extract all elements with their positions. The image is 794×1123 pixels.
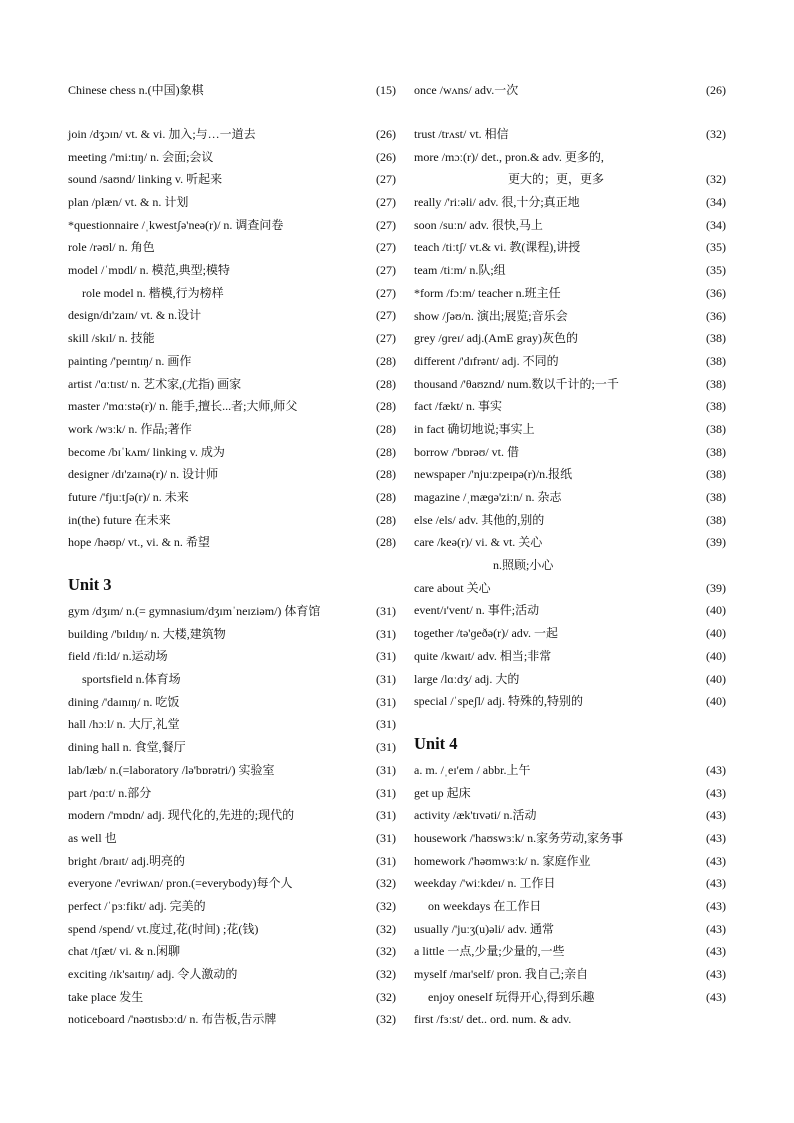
vocab-entry	[68, 304, 396, 327]
vocab-entry	[414, 531, 726, 576]
vocab-entry	[68, 214, 396, 237]
vocab-entry	[414, 350, 726, 373]
vocab-entry	[68, 850, 396, 873]
vocab-entry	[414, 441, 726, 464]
page-number: (26)	[376, 149, 396, 164]
section-gap	[414, 102, 726, 123]
vocab-entry	[414, 486, 726, 509]
page-number: (31)	[376, 626, 396, 641]
page-number: (34)	[706, 195, 726, 210]
vocab-entry	[68, 940, 396, 963]
page-number: (36)	[706, 285, 726, 300]
entry-text: fact /fækt/ n. 事实	[414, 399, 502, 414]
vocab-entry	[68, 509, 396, 532]
page-number: (32)	[376, 921, 396, 936]
entry-text: spend /spend/ vt.度过,花(时间) ;花(钱)	[68, 921, 259, 936]
page-number: (31)	[376, 853, 396, 868]
vocab-entry	[414, 872, 726, 895]
page-number: (31)	[376, 808, 396, 823]
vocab-entry	[414, 918, 726, 941]
entry-text: plan /plæn/ vt. & n. 计划	[68, 195, 189, 210]
entry-text: dining hall n. 食堂,餐厅	[68, 740, 186, 755]
entry-text: role model n. 楷模,行为榜样	[82, 285, 224, 300]
page-number: (32)	[376, 876, 396, 891]
entry-text: first /fɜːst/ det.. ord. num. & adv.	[414, 1012, 572, 1027]
entry-lines	[414, 146, 604, 191]
vocab-sub-entry	[414, 895, 726, 918]
entry-text: magazine /ˌmæɡə'ziːn/ n. 杂志	[414, 490, 562, 504]
entry-text: *questionnaire /ˌkwestʃə'neə(r)/ n. 调查问卷	[68, 217, 284, 232]
page-number: (43)	[706, 967, 726, 982]
entry-text: large /lɑːdʒ/ adj. 大的	[414, 671, 520, 686]
page-number: (27)	[376, 217, 396, 232]
entry-text: together /tə'ɡeðə(r)/ adv. 一起	[414, 626, 558, 641]
right-column	[414, 79, 726, 1031]
vocab-entry	[414, 418, 726, 441]
vocab-entry	[68, 463, 396, 486]
entry-text: soon /suːn/ adv. 很快,马上	[414, 217, 543, 232]
page-number: (38)	[706, 512, 726, 527]
vocab-entry	[414, 373, 726, 396]
page-number: (28)	[376, 535, 396, 550]
entry-text-continued: 更大的；更，更多	[508, 172, 605, 187]
unit-heading: Unit 3	[68, 575, 112, 595]
entry-text: a. m. /ˌeɪ'em / abbr.上午	[414, 762, 531, 777]
entry-text: trust /trʌst/ vt. 相信	[414, 126, 509, 141]
vocab-entry	[414, 146, 726, 191]
page-number: (40)	[706, 603, 726, 618]
page-number: (35)	[706, 240, 726, 255]
page-number: (38)	[706, 353, 726, 368]
entry-text: weekday /'wiːkdeɪ/ n. 工作日	[414, 876, 556, 891]
page-number: (38)	[706, 331, 726, 346]
entry-text: once /wʌns/ adv.一次	[414, 83, 519, 97]
page-number: (28)	[376, 512, 396, 527]
page-number: (34)	[706, 217, 726, 232]
vocab-entry	[414, 236, 726, 259]
vocab-entry	[68, 645, 396, 668]
vocab-entry	[68, 146, 396, 169]
page-number: (28)	[376, 421, 396, 436]
vocab-entry	[414, 191, 726, 214]
page-number: (40)	[706, 694, 726, 709]
vocab-entry	[68, 1008, 396, 1031]
entry-text: activity /æk'tɪvəti/ n.活动	[414, 808, 537, 823]
vocab-entry	[414, 79, 726, 102]
vocab-entry	[68, 327, 396, 350]
page-number: (40)	[706, 648, 726, 663]
page-number: (27)	[376, 172, 396, 187]
page-number: (26)	[706, 83, 726, 97]
entry-text: really /'riːəli/ adv. 很,十分;真正地	[414, 195, 580, 210]
entry-text: master /'mɑːstə(r)/ n. 能手,擅长...者;大师,师父	[68, 399, 298, 414]
entry-text: in(the) future 在未来	[68, 512, 171, 527]
entry-text: event/ɪ'vent/ n. 事件;活动	[414, 603, 540, 618]
vocab-entry	[414, 1008, 726, 1031]
page-number: (40)	[706, 671, 726, 686]
page-number: (31)	[376, 762, 396, 777]
vocab-entry	[68, 691, 396, 714]
page-number: (28)	[376, 444, 396, 459]
page-number: (28)	[376, 489, 396, 504]
entry-text: homework /'həʊmwɜːk/ n. 家庭作业	[414, 853, 591, 868]
entry-text-continued: n.照顾;小心	[493, 558, 554, 573]
right-word-list	[414, 123, 726, 713]
page-number: (28)	[376, 376, 396, 391]
page-number: (43)	[706, 899, 726, 914]
vocab-entry	[68, 804, 396, 827]
entry-text: usually /'juːʒ(u)əli/ adv. 通常	[414, 921, 555, 936]
vocab-entry	[414, 940, 726, 963]
page-number: (27)	[376, 195, 396, 210]
page-number: (26)	[376, 126, 396, 141]
vocab-entry	[68, 986, 396, 1009]
entry-text: perfect /ˈpɜːfikt/ adj. 完美的	[68, 898, 206, 913]
page-number: (32)	[376, 989, 396, 1004]
entry-text: Chinese chess n.(中国)象棋	[68, 83, 204, 97]
vocab-entry	[68, 123, 396, 146]
entry-text: else /els/ adv. 其他的,别的	[414, 512, 545, 527]
vocab-entry	[414, 509, 726, 532]
page-number: (32)	[376, 1012, 396, 1027]
vocab-entry	[68, 441, 396, 464]
page-number: (31)	[376, 830, 396, 845]
vocab-entry	[414, 645, 726, 668]
page-number: (31)	[376, 694, 396, 709]
entry-text: grey /ɡreɪ/ adj.(AmE gray)灰色的	[414, 331, 578, 346]
vocab-entry	[414, 123, 726, 146]
vocab-entry	[414, 259, 726, 282]
page-number: (43)	[706, 785, 726, 800]
left-intro-list	[68, 79, 396, 102]
entry-text: future /'fjuːtʃə(r)/ n. 未来	[68, 489, 189, 504]
page-number: (43)	[706, 762, 726, 777]
unit-3-word-list	[68, 600, 396, 1031]
page-number: (32)	[376, 898, 396, 913]
entry-text: team /tiːm/ n.队;组	[414, 263, 506, 278]
vocab-entry	[68, 827, 396, 850]
vocab-entry	[414, 827, 726, 850]
vocab-entry	[68, 486, 396, 509]
vocab-entry	[414, 804, 726, 827]
entry-text: housework /'haʊswɜːk/ n.家务劳动,家务事	[414, 830, 624, 845]
page-number: (38)	[706, 376, 726, 391]
entry-text: dining /'daɪnɪŋ/ n. 吃饭	[68, 694, 180, 709]
left-word-list	[68, 123, 396, 554]
page-number: (31)	[376, 717, 396, 732]
vocab-entry	[68, 259, 396, 282]
vocab-entry	[68, 963, 396, 986]
vocab-entry	[414, 599, 726, 622]
vocab-sub-entry	[68, 282, 396, 305]
right-intro-list	[414, 79, 726, 102]
page-number: (27)	[376, 308, 396, 323]
entry-text: chat /tʃæt/ vi. & n.闲聊	[68, 944, 180, 959]
entry-text: thousand /'θaʊznd/ num.数以千计的;一千	[414, 376, 619, 391]
entry-text: show /ʃəʊ/n. 演出;展览;音乐会	[414, 308, 568, 323]
vocab-entry	[414, 282, 726, 305]
entry-lines	[414, 531, 553, 576]
entry-text: as well 也	[68, 830, 117, 845]
page-number: (28)	[376, 353, 396, 368]
page-number: (31)	[376, 785, 396, 800]
page-number: (27)	[376, 285, 396, 300]
entry-text: *form /fɔːm/ teacher n.班主任	[414, 285, 561, 300]
entry-text: get up 起床	[414, 785, 471, 800]
page-number: (39)	[706, 535, 726, 550]
page-number: (28)	[376, 399, 396, 414]
page-number: (40)	[706, 626, 726, 641]
vocab-entry	[68, 395, 396, 418]
page-number: (31)	[376, 740, 396, 755]
vocab-entry	[68, 623, 396, 646]
page-number: (43)	[706, 989, 726, 1004]
vocab-entry	[68, 736, 396, 759]
page-number: (36)	[706, 308, 726, 323]
vocab-entry	[68, 236, 396, 259]
page-number: (32)	[706, 172, 726, 187]
entry-text: hope /həʊp/ vt., vi. & n. 希望	[68, 535, 210, 550]
vocab-entry	[414, 963, 726, 986]
page-number: (35)	[706, 263, 726, 278]
entry-text: myself /maɪ'self/ pron. 我自己;亲自	[414, 967, 589, 982]
entry-text: exciting /ɪk'saɪtɪŋ/ adj. 令人激动的	[68, 967, 238, 982]
page-number: (38)	[706, 421, 726, 436]
entry-text: noticeboard /'nəʊtɪsbɔːd/ n. 布告板,告示牌	[68, 1012, 277, 1027]
vocab-entry	[68, 531, 396, 554]
page-number: (43)	[706, 876, 726, 891]
entry-text: more /mɔː(r)/ det., pron.& adv. 更多的,	[414, 149, 604, 164]
page-number: (43)	[706, 808, 726, 823]
page-number: (43)	[706, 853, 726, 868]
vocab-entry	[414, 305, 726, 328]
section-gap	[68, 102, 396, 123]
page-number: (27)	[376, 331, 396, 346]
entry-text: different /'dɪfrənt/ adj. 不同的	[414, 353, 559, 368]
page-number: (27)	[376, 240, 396, 255]
entry-text: design/dɪ'zaɪn/ vt. & n.设计	[68, 308, 202, 323]
entry-text: model /ˈmɒdl/ n. 模范,典型;模特	[68, 263, 230, 278]
entry-text: borrow /'bɒrəʊ/ vt. 借	[414, 444, 520, 459]
page-number: (15)	[376, 83, 396, 97]
vocab-entry	[68, 350, 396, 373]
entry-text: join /dʒɔɪn/ vt. & vi. 加入;与…一道去	[68, 126, 256, 141]
page-number: (27)	[376, 263, 396, 278]
vocab-entry	[414, 759, 726, 782]
vocab-sub-entry	[68, 668, 396, 691]
vocab-entry	[68, 418, 396, 441]
entry-text: work /wɜːk/ n. 作品;著作	[68, 421, 192, 436]
page-number: (38)	[706, 467, 726, 482]
vocab-entry	[414, 395, 726, 418]
entry-text: sound /saʊnd/ linking v. 听起来	[68, 172, 223, 187]
vocab-entry	[68, 872, 396, 895]
vocab-entry	[68, 895, 396, 918]
entry-text: sportsfield n.体育场	[82, 672, 181, 687]
vocab-entry	[414, 214, 726, 237]
entry-text: meeting /'mi:tɪŋ/ n. 会面;会议	[68, 149, 214, 164]
entry-text: lab/læb/ n.(=laboratory /lə'bɒrətri/) 实验室	[68, 762, 275, 777]
vocab-entry	[68, 191, 396, 214]
entry-text: on weekdays 在工作日	[428, 899, 542, 914]
entry-text: modern /'mɒdn/ adj. 现代化的,先进的;现代的	[68, 808, 295, 823]
entry-text: care /keə(r)/ vi. & vt. 关心	[414, 535, 543, 550]
entry-text: a little 一点,少量;少量的,一些	[414, 944, 565, 959]
entry-text: newspaper /'njuːzpeɪpə(r)/n.报纸	[414, 467, 573, 482]
vocab-entry	[68, 373, 396, 396]
vocab-entry	[414, 668, 726, 691]
vocab-entry	[414, 782, 726, 805]
page-number: (31)	[376, 604, 396, 619]
entry-text: field /fi:ld/ n.运动场	[68, 649, 168, 664]
page-number: (28)	[376, 467, 396, 482]
unit-heading: Unit 4	[414, 733, 458, 753]
vocab-entry	[414, 577, 726, 600]
vocab-entry	[414, 690, 726, 713]
entry-text: bright /braɪt/ adj.明亮的	[68, 853, 185, 868]
vocab-entry	[414, 463, 726, 486]
page-number: (38)	[706, 490, 726, 504]
vocab-entry	[414, 850, 726, 873]
vocab-entry	[68, 759, 396, 782]
entry-text: quite /kwaɪt/ adv. 相当;非常	[414, 648, 552, 663]
entry-text: in fact 确切地说;事实上	[414, 421, 535, 436]
entry-text: care about 关心	[414, 580, 491, 595]
entry-text: role /rəʊl/ n. 角色	[68, 240, 155, 255]
left-column	[68, 79, 396, 1031]
entry-text: become /bɪˈkʌm/ linking v. 成为	[68, 444, 225, 459]
page-number: (39)	[706, 580, 726, 595]
entry-text: gym /dʒɪm/ n.(= gymnasium/dʒɪmˈneɪziəm/) 体育馆	[68, 604, 321, 619]
vocab-entry	[68, 168, 396, 191]
page-number: (43)	[706, 944, 726, 959]
entry-text: skill /skɪl/ n. 技能	[68, 331, 155, 346]
page-number: (32)	[706, 126, 726, 141]
vocab-sub-entry	[414, 986, 726, 1009]
vocab-entry	[414, 327, 726, 350]
entry-text: part /pɑːt/ n.部分	[68, 785, 152, 800]
page-number: (38)	[706, 444, 726, 459]
vocab-entry	[68, 782, 396, 805]
page-number: (31)	[376, 672, 396, 687]
entry-text: designer /dɪ'zaɪnə(r)/ n. 设计师	[68, 467, 219, 482]
entry-text: hall /hɔːl/ n. 大厅,礼堂	[68, 717, 180, 732]
vocab-entry	[68, 713, 396, 736]
vocab-entry	[68, 600, 396, 623]
page-number: (32)	[376, 967, 396, 982]
entry-text: special /ˈspeʃl/ adj. 特殊的,特别的	[414, 694, 583, 709]
entry-text: artist /'ɑːtɪst/ n. 艺术家,(尤指) 画家	[68, 376, 242, 391]
vocab-entry	[68, 79, 396, 102]
entry-text: everyone /'evriwʌn/ pron.(=everybody)每个人	[68, 876, 293, 891]
page-number: (43)	[706, 921, 726, 936]
unit-4-word-list	[414, 759, 726, 1031]
vocab-entry	[68, 918, 396, 941]
entry-text: take place 发生	[68, 989, 144, 1004]
vocab-entry	[414, 622, 726, 645]
entry-text: building /'bɪldɪŋ/ n. 大楼,建筑物	[68, 626, 226, 641]
page-number: (38)	[706, 399, 726, 414]
page-number: (32)	[376, 944, 396, 959]
entry-text: teach /tiːtʃ/ vt.& vi. 教(课程),讲授	[414, 240, 581, 255]
entry-text: enjoy oneself 玩得开心,得到乐趣	[428, 989, 595, 1004]
page-number: (43)	[706, 830, 726, 845]
page-number: (31)	[376, 649, 396, 664]
entry-text: painting /'peɪntɪŋ/ n. 画作	[68, 353, 192, 368]
